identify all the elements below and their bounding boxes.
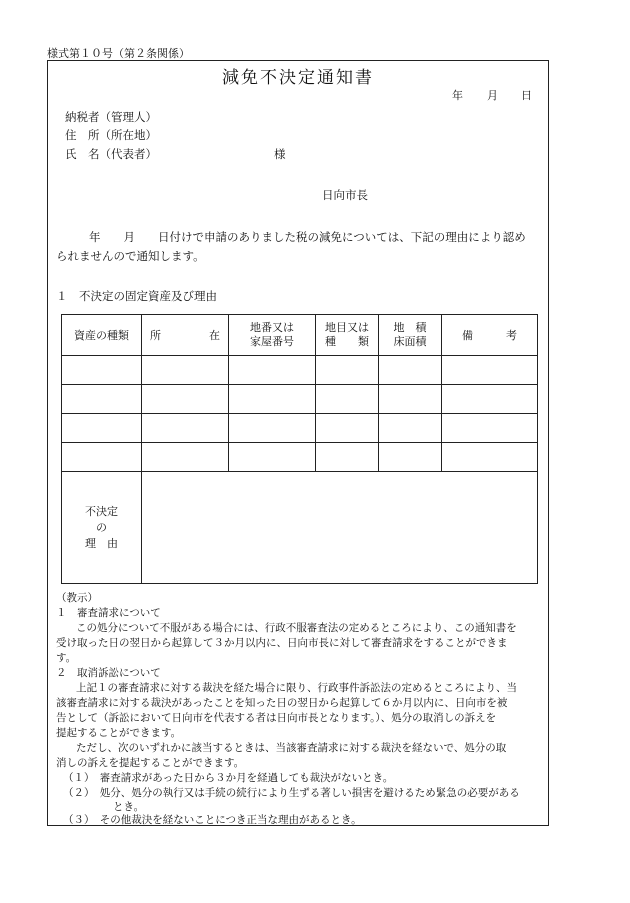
note2-item-1: （１） 審査請求があった日から３か月を経過しても裁決がないとき。 [63, 772, 394, 784]
honorific: 様 [274, 147, 286, 161]
header-asset-type: 資産の種類 [62, 315, 142, 356]
note2-item-3: （３） その他裁決を経ないことにつき正当な理由があるとき。 [63, 814, 362, 826]
note1-line-1: この処分について不服がある場合には、行政不服審査法の定めるところにより、この通知書を [76, 622, 517, 634]
note2-line-2: 該審査請求に対する裁決があったことを知った日の翌日から起算して６か月以内に、日向市を被 [56, 697, 508, 709]
reason-row [62, 472, 538, 584]
address-label: 住 所（所在地） [65, 128, 157, 142]
header-category: 地目又は 種 類 [316, 315, 379, 356]
note1-line-3: す。 [56, 652, 77, 664]
note2-line-1: 上記１の審査請求に対する裁決を経た場合に限り、行政事件訴訟法の定めるところにより、当 [76, 682, 517, 694]
note2-line-4: 提起することができます。 [56, 727, 182, 739]
body-line-1: 年 月 日付けで申請のありました税の減免については、下記の理由により認め [89, 230, 526, 244]
header-remarks: 備 考 [442, 315, 538, 356]
body-line-2: られませんので通知します。 [56, 249, 205, 263]
table-row [62, 414, 538, 443]
header-lot-number: 地番又は 家屋番号 [229, 315, 316, 356]
table-row [62, 385, 538, 414]
note2-item-2-line-1: （２） 処分、処分の執行又は手続の続行により生ずる著しい損害を避けるため緊急の必要がある [63, 787, 520, 799]
asset-table [61, 314, 538, 584]
table-row [62, 356, 538, 385]
date-year: 年 [452, 89, 463, 102]
date-day: 日 [521, 89, 532, 102]
table-row [62, 443, 538, 472]
note2-line-5: ただし、次のいずれかに該当するときは、当該審査請求に対する裁決を経ないで、処分の取 [76, 742, 507, 754]
date-month: 月 [487, 89, 498, 102]
header-area: 地 積 床面積 [379, 315, 442, 356]
note2-line-6: 消しの訴えを提起することができます。 [56, 757, 245, 769]
note1-line-2: 受け取った日の翌日から起算して３か月以内に、日向市長に対して審査請求をすることができま [56, 637, 508, 649]
issuer: 日向市長 [322, 188, 368, 202]
notes-heading: （教示） [56, 592, 98, 604]
form-number: 様式第１０号（第２条関係） [47, 47, 190, 60]
header-location: 所 在 [142, 315, 229, 356]
name-label: 氏 名（代表者） [65, 147, 157, 161]
section1-title: １ 不決定の固定資産及び理由 [56, 289, 217, 303]
note1-title: １ 審査請求について [56, 607, 161, 619]
reason-label: 不決定 の 理 由 [62, 472, 142, 584]
reason-field [142, 472, 538, 584]
note2-title: ２ 取消訴訟について [56, 667, 161, 679]
note2-line-3: 告として（訴訟において日向市を代表する者は日向市長となります。）、処分の取消しの訴えを [56, 712, 497, 724]
document-title: 減免不決定通知書 [222, 68, 374, 88]
taxpayer-label: 納税者（管理人） [65, 110, 157, 124]
note2-item-2-line-2: とき。 [113, 801, 145, 813]
table-header-row [62, 315, 538, 356]
